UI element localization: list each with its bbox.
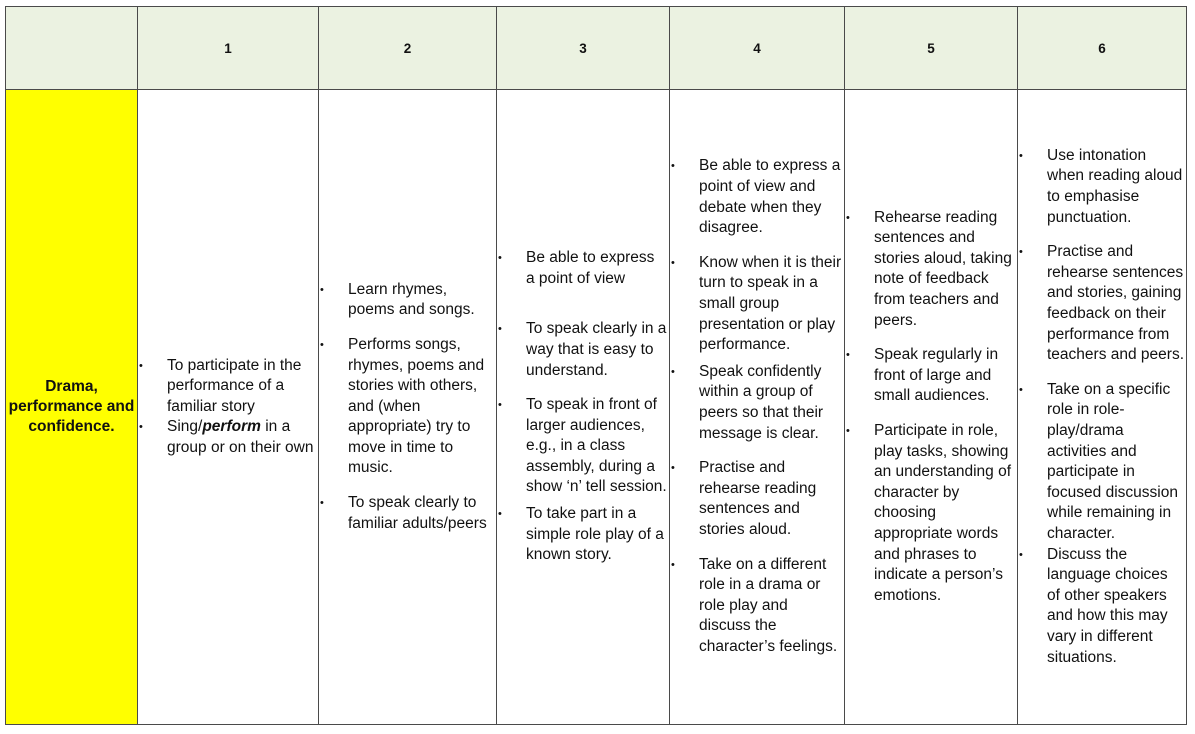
list-item: • Learn rhymes, poems and songs. (319, 280, 496, 321)
year-6-cell (1018, 90, 1187, 725)
year-1-cell (138, 90, 319, 725)
corner-cell (6, 7, 138, 90)
year-2-header: 2 (319, 7, 497, 90)
year-1-list (138, 356, 318, 459)
year-2-list (319, 280, 496, 535)
header-row (6, 7, 1187, 90)
list-item: • Participate in role, play tasks, showing an understanding of character by choosing appropriate words and phrases to indicate a person’s emotions. (845, 421, 1017, 606)
list-item: • To speak in front of larger audiences, e.g., in a class assembly, during a show ‘n’ tell session. (497, 395, 669, 498)
year-2-cell (319, 90, 497, 725)
year-3-header: 3 (497, 7, 670, 90)
list-item: • To participate in the performance of a familiar story (138, 356, 318, 418)
drama-row (6, 90, 1187, 725)
year-4-cell (670, 90, 845, 725)
list-item: • Be able to express a point of view (497, 248, 669, 289)
list-item: • Speak confidently within a group of peers so that their message is clear. (670, 362, 844, 444)
list-item: • To take part in a simple role play of a known story. (497, 504, 669, 566)
list-item: • To speak clearly in a way that is easy to understand. (497, 319, 669, 381)
list-item: • Speak regularly in front of large and small audiences. (845, 345, 1017, 407)
year-5-cell (845, 90, 1018, 725)
year-3-cell (497, 90, 670, 725)
year-1-header: 1 (138, 7, 319, 90)
year-4-header: 4 (670, 7, 845, 90)
list-item: • Practise and rehearse sentences and stories, gaining feedback on their performance from teachers and peers. (1018, 242, 1186, 366)
year-5-list (845, 208, 1017, 607)
list-item: • Be able to express a point of view and debate when they disagree. (670, 156, 844, 238)
list-item: • Discuss the language choices of other speakers and how this may vary in different situations. (1018, 545, 1186, 669)
year-4-list (670, 156, 844, 657)
list-item: • Rehearse reading sentences and stories aloud, taking note of feedback from teachers and peers. (845, 208, 1017, 332)
list-item: • Performs songs, rhymes, poems and stories with others, and (when appropriate) try to move in time to music. (319, 335, 496, 479)
curriculum-table (5, 6, 1187, 725)
list-item: • Sing/perform in a group or on their own (138, 417, 318, 458)
row-label: Drama, performance and confidence. (6, 90, 138, 725)
list-item: • Practise and rehearse reading sentences and stories aloud. (670, 458, 844, 540)
year-6-list (1018, 146, 1186, 668)
list-item: • Know when it is their turn to speak in a small group presentation or play performance. (670, 253, 844, 356)
year-5-header: 5 (845, 7, 1018, 90)
list-item: • To speak clearly to familiar adults/peers (319, 493, 496, 534)
list-item: • Take on a different role in a drama or role play and discuss the character’s feelings. (670, 555, 844, 658)
year-3-list (497, 248, 669, 566)
list-item: • Take on a specific role in role-play/drama activities and participate in focused discussion while remaining in character. (1018, 380, 1186, 545)
year-6-header: 6 (1018, 7, 1187, 90)
emphasis: perform (202, 418, 261, 436)
list-item: • Use intonation when reading aloud to emphasise punctuation. (1018, 146, 1186, 228)
